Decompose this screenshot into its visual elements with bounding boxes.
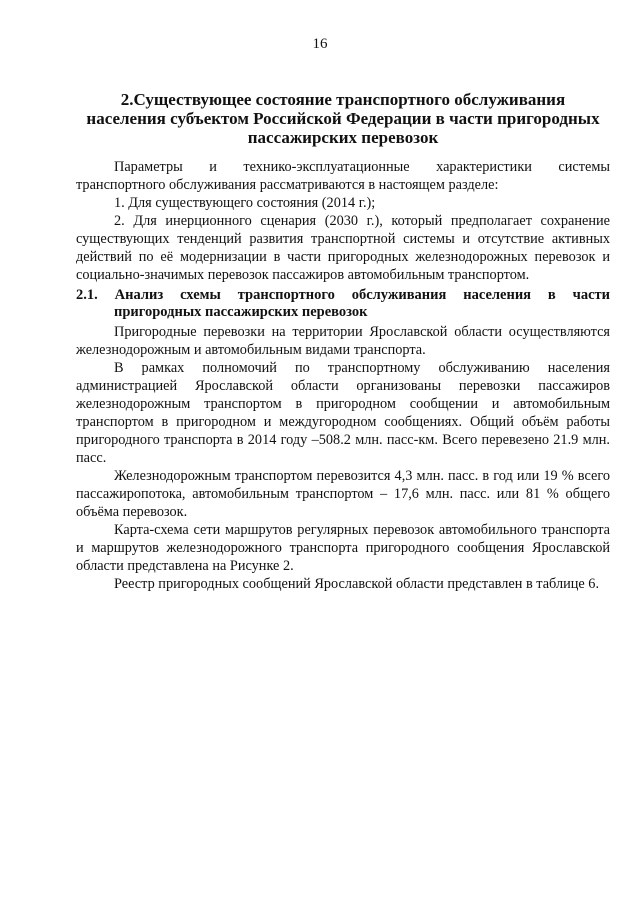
list-item: 1. Для существующего состояния (2014 г.); [114, 195, 376, 211]
body-paragraph: Карта-схема сети маршрутов регулярных перевозок автомобильного транспорта и маршрутов железнодорожного транспорта пригородного сообщения Ярославской области представлена на Рисунке 2. [76, 522, 610, 574]
subsection-title-word: населения [463, 287, 532, 303]
body-paragraph: В рамках полномочий по транспортному обслуживанию населения администрацией Ярославской области организованы перевозки пассажиров железнодорожным транспортом в пригородном сообщении и автомобильным транспортом в пригородном и междугородном сообщениях. Общий объём работы пригородного транспорта в 2014 году –508.2 млн. пасс-км. Всего перевезено 21.9 млн. пасс. [76, 360, 610, 466]
subsection-title-word: в [547, 287, 556, 303]
subsection-number: 2.1. [76, 287, 98, 303]
intro-paragraph: Параметры и технико-эксплуатационные характеристики системы транспортного обслуживания рассматриваются в настоящем разделе: [76, 159, 610, 193]
section-heading-line: 2.Существующее состояние транспортного обслуживания [120, 90, 566, 109]
page-number: 16 [312, 36, 328, 52]
section-heading-line: населения субъектом Российской Федерации в части пригородных [86, 109, 600, 128]
body-paragraph: Железнодорожным транспортом перевозится 4,3 млн. пасс. в год или 19 % всего пассажиропотока, автомобильным транспортом – 17,6 млн. пасс. или 81 % общего объёма перевозок. [76, 468, 610, 520]
subsection-title-word: обслуживания [351, 287, 447, 303]
subsection-title-word: Анализ [114, 287, 164, 303]
subsection-title-word: транспортного [237, 287, 335, 303]
section-heading [78, 90, 608, 147]
intro-block [76, 158, 610, 284]
subsection-heading-line: пригородных пассажирских перевозок [114, 304, 368, 320]
list-item: 2. Для инерционного сценария (2030 г.), который предполагает сохранение существующих тенденций развития транспортной системы и отсутствие активных действий по её модернизации в части пригородных железнодорожных перевозок и социально-значимых перевозок пассажиров автомобильным транспортом. [76, 213, 610, 283]
section-heading-line: пассажирских перевозок [247, 128, 439, 147]
subsection-heading-line [76, 287, 610, 304]
body-paragraph: Реестр пригородных сообщений Ярославской области представлен в таблице 6. [114, 576, 600, 592]
subsection-title-word: схемы [180, 287, 221, 303]
body-text [76, 323, 610, 593]
subsection-heading [76, 287, 610, 321]
subsection-title-word: части [572, 287, 610, 303]
body-paragraph: Пригородные перевозки на территории Ярославской области осуществляются железнодорожным и автомобильным видами транспорта. [76, 324, 610, 358]
